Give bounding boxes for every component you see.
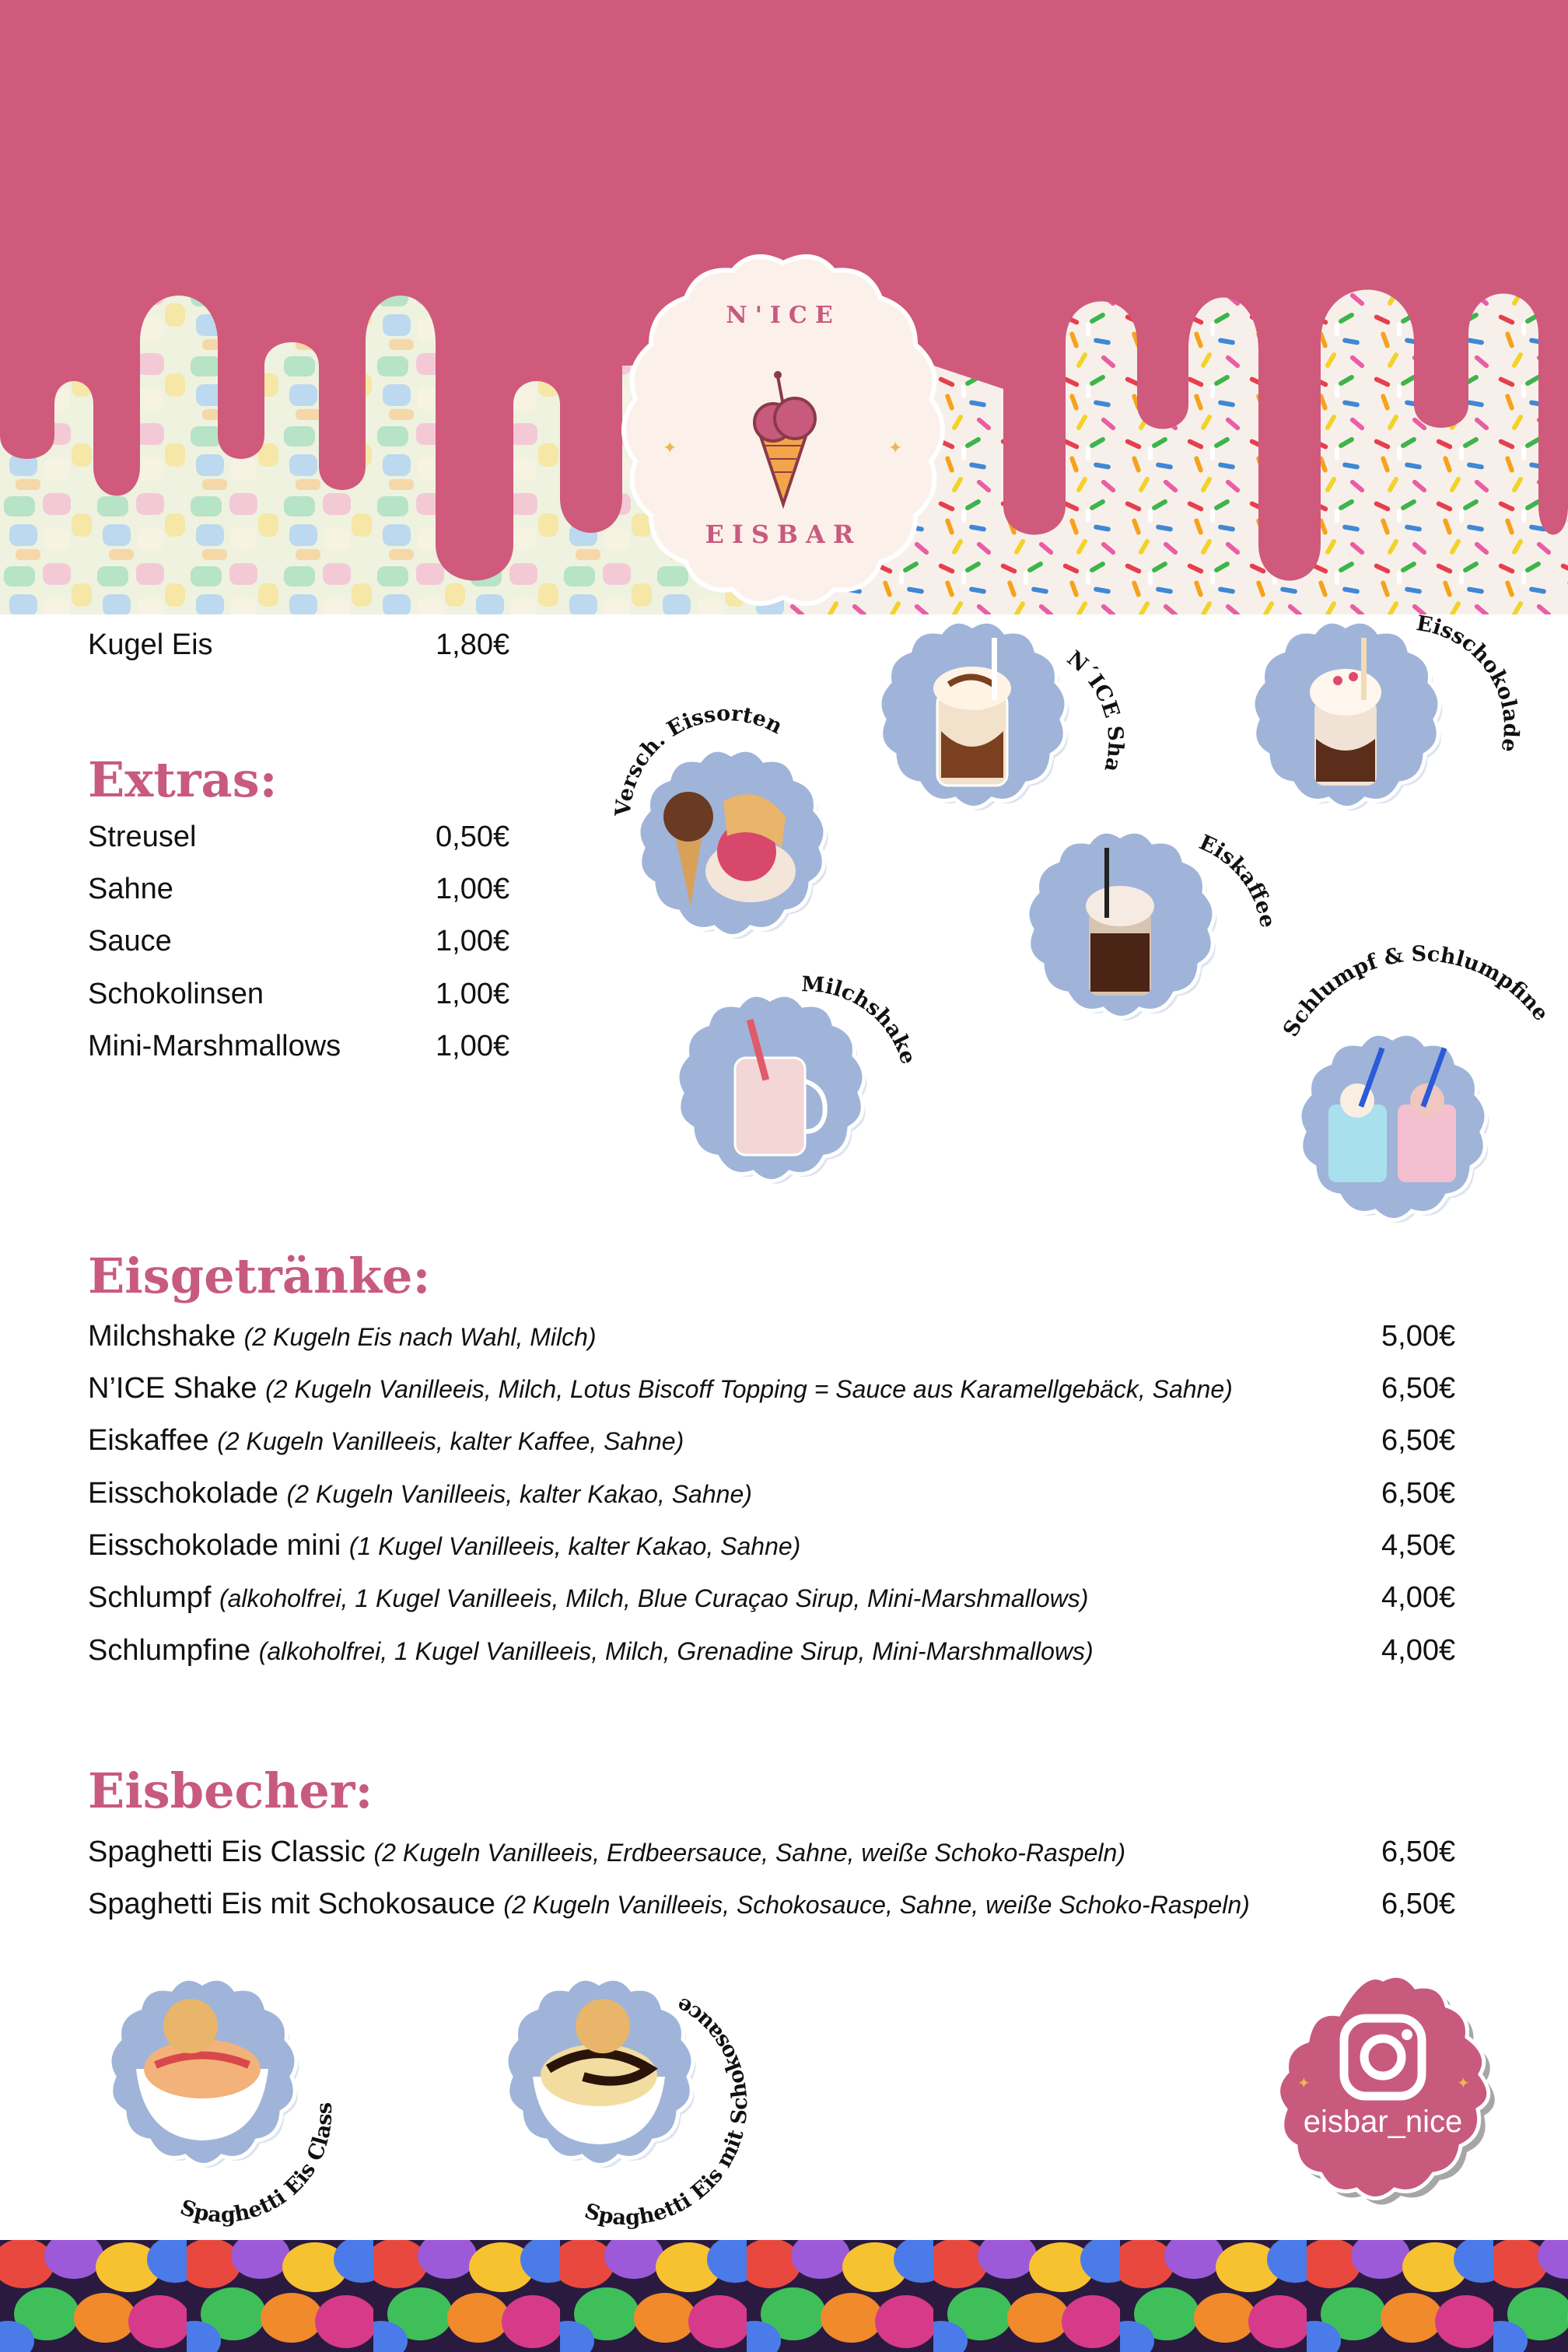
extra-price: 1,00€ <box>436 925 510 957</box>
sundae-name: Spaghetti Eis mit Schokosauce <box>88 1888 495 1920</box>
extra-item: Mini-Marshmallows <box>88 1030 341 1062</box>
logo-top-text: N'ICE <box>726 302 841 329</box>
sundae-desc: (2 Kugeln Vanilleeis, Erdbeersauce, Sahne, weiße Schoko-Raspeln) <box>373 1839 1125 1867</box>
drink-name: Eiskaffee <box>88 1424 209 1457</box>
drink-item <box>88 1581 1088 1615</box>
drink-desc: (2 Kugeln Vanilleeis, kalter Kaffee, Sahne) <box>217 1427 684 1455</box>
drink-desc: (2 Kugeln Vanilleeis, Milch, Lotus Biscoff Topping = Sauce aus Karamellgebäck, Sahne) <box>265 1375 1233 1403</box>
badge-schlumpf <box>1260 942 1556 1268</box>
drink-item <box>88 1320 597 1353</box>
sundae-name: Spaghetti Eis Classic <box>88 1836 366 1868</box>
item-kugel-eis <box>88 628 213 662</box>
badge-milchshake <box>646 972 926 1237</box>
section-title-drinks: Eisgetränke: <box>88 1248 431 1304</box>
sundae-desc: (2 Kugeln Vanilleeis, Schokosauce, Sahne, weiße Schoko-Raspeln) <box>503 1891 1250 1919</box>
sundae-price: 6,50€ <box>1381 1836 1456 1868</box>
badge-label: Spaghetti Eis Classic <box>63 1941 338 2228</box>
drink-item <box>88 1634 1094 1668</box>
drink-item <box>88 1529 800 1563</box>
drink-name: Eisschokolade mini <box>88 1529 341 1562</box>
drink-desc: (2 Kugeln Vanilleeis, kalter Kakao, Sahne) <box>286 1480 752 1508</box>
drink-name: N’ICE Shake <box>88 1372 257 1405</box>
drink-desc: (alkoholfrei, 1 Kugel Vanilleeis, Milch, Blue Curaçao Sirup, Mini-Marshmallows) <box>219 1584 1089 1612</box>
header-banner <box>0 0 1568 614</box>
badge-label: Eisschokolade <box>1414 611 1524 754</box>
badge-eissorten <box>599 702 863 964</box>
badge-label: Milchshake <box>800 972 921 1067</box>
extra-item: Streusel <box>88 821 197 853</box>
drink-item <box>88 1372 1233 1405</box>
extra-price: 0,50€ <box>436 821 510 853</box>
badge-eiskaffee <box>1003 824 1283 1073</box>
section-title-sundaes: Eisbecher: <box>88 1762 373 1819</box>
extra-price: 1,00€ <box>436 978 510 1010</box>
drink-price: 4,00€ <box>1381 1581 1456 1614</box>
drink-price: 6,50€ <box>1381 1372 1456 1405</box>
instagram-badge[interactable] <box>1266 1976 1500 2209</box>
drink-price: 4,00€ <box>1381 1634 1456 1667</box>
badge-label: Versch. Eissorten <box>611 702 786 817</box>
extra-price: 1,00€ <box>436 873 510 905</box>
extra-item: Sauce <box>88 925 172 957</box>
sundae-item <box>88 1888 1250 1921</box>
extra-price: 1,00€ <box>436 1030 510 1062</box>
badge-spaghetti-schoko <box>467 1960 762 2232</box>
drink-price: 4,50€ <box>1381 1529 1456 1562</box>
section-title-extras: Extras: <box>88 751 278 808</box>
footer-candy-strip <box>0 2240 1568 2352</box>
drink-item <box>88 1477 752 1510</box>
instagram-badge-shape <box>1266 1976 1500 2209</box>
drink-desc: (1 Kugel Vanilleeis, kalter Kakao, Sahne) <box>348 1532 801 1560</box>
drink-name: Schlumpfine <box>88 1634 251 1667</box>
badge-label: Spaghetti Eis mit Schokosauce <box>581 1992 753 2231</box>
logo-bottom-text: EISBAR <box>705 520 862 549</box>
sundae-price: 6,50€ <box>1381 1888 1456 1920</box>
drink-desc: (2 Kugeln Eis nach Wahl, Milch) <box>243 1323 597 1351</box>
sparkle-left-icon: ✦ <box>1297 2075 1311 2092</box>
instagram-handle[interactable]: eisbar_nice <box>1303 2105 1463 2139</box>
drink-name: Eisschokolade <box>88 1477 279 1510</box>
candy-graphic <box>0 2240 1568 2352</box>
badge-label: Schlumpf & Schlumpfine <box>1278 942 1554 1041</box>
drink-item <box>88 1424 684 1458</box>
badge-spaghetti-classic <box>63 1941 366 2232</box>
drink-name: Schlumpf <box>88 1581 212 1614</box>
drink-desc: (alkoholfrei, 1 Kugel Vanilleeis, Milch, Grenadine Sirup, Mini-Marshmallows) <box>258 1637 1094 1665</box>
badge-label: N´ICE Sha <box>1062 646 1128 775</box>
drink-price: 5,00€ <box>1381 1320 1456 1353</box>
badge-label: Eiskaffee <box>1195 830 1280 930</box>
drink-price: 6,50€ <box>1381 1477 1456 1510</box>
extra-item: Sahne <box>88 873 173 905</box>
sundae-item <box>88 1836 1125 1869</box>
extra-item: Schokolinsen <box>88 978 264 1010</box>
sparkle-left-icon: ✦ <box>663 438 677 457</box>
sparkle-right-icon: ✦ <box>888 438 903 457</box>
drink-price: 6,50€ <box>1381 1424 1456 1457</box>
sparkle-right-icon: ✦ <box>1457 2075 1470 2092</box>
brand-logo <box>600 247 966 613</box>
drink-name: Milchshake <box>88 1320 236 1353</box>
item-name: Kugel Eis <box>88 628 213 661</box>
item-price: 1,80€ <box>436 628 510 661</box>
